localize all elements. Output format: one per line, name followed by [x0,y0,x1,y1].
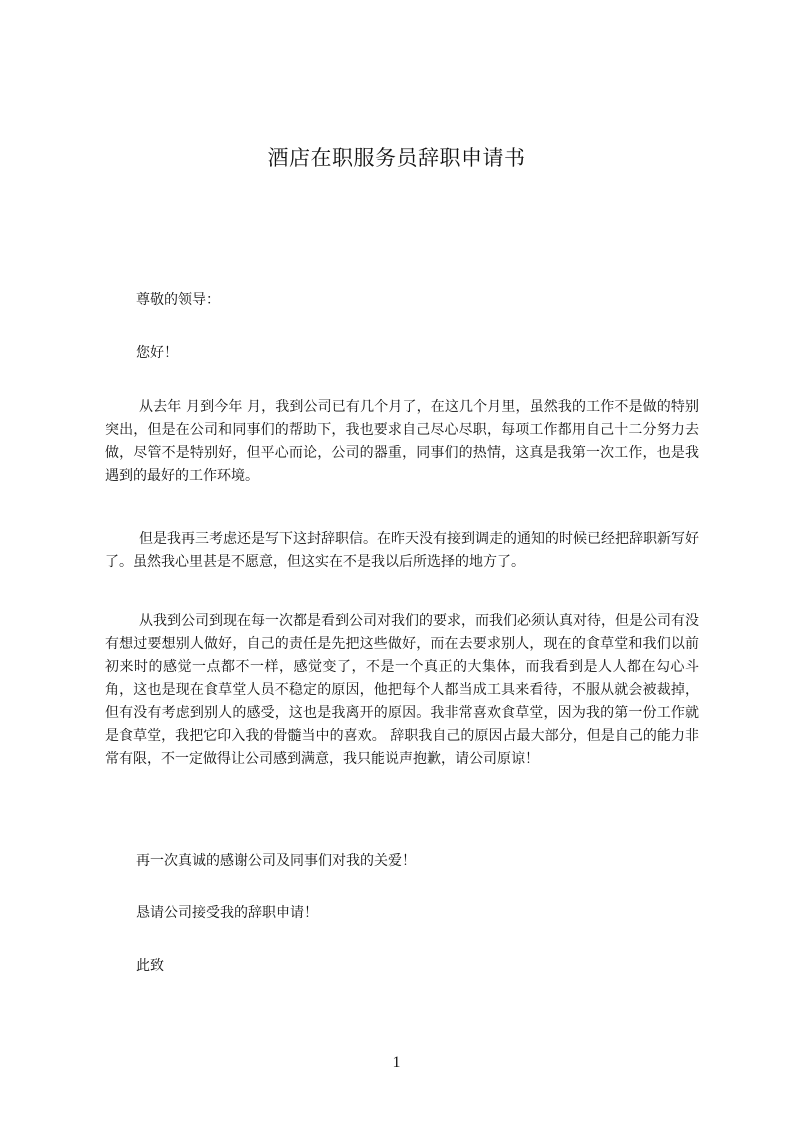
paragraph-1: 从去年 月到今年 月，我到公司已有几个月了，在这几个月里，虽然我的工作不是做的特别突出，但是在公司和同事们的帮助下，我也要求自己尽心尽职，每项工作都用自己十二分努力去做，尽管不是特别好，但平心而论，公司的器重，同事们的热情，这真是我第一次工作，也是我遇到的最好的工作环境。 [105,399,699,484]
thanks-line: 再一次真诚的感谢公司及同事们对我的关爱！ [136,853,416,869]
greeting: 您好！ [136,345,178,361]
paragraph-2: 但是我再三考虑还是写下这封辞职信。在昨天没有接到调走的通知的时候已经把辞职新写好了。虽然我心里甚是不愿意，但这实在不是我以后所选择的地方了。 [105,531,699,570]
closing-line: 此致 [136,958,164,974]
document-title: 酒店在职服务员辞职申请书 [267,146,526,170]
page-number: 1 [392,1054,401,1071]
request-line: 恳请公司接受我的辞职申请！ [136,905,318,921]
salutation: 尊敬的领导： [136,292,220,308]
paragraph-3: 从我到公司到现在每一次都是看到公司对我们的要求，而我们必须认真对待，但是公司有没有想过要想别人做好，自己的责任是先把这些做好，而在去要求别人，现在的食草堂和我们以前初来时的感觉一点都不一样，感觉变了，不是一个真正的大集体，而我看到是人人都在勾心斗角，这也是现在食草堂人员不稳定的原因，他把每个人都当成工具来看待，不服从就会被裁掉，但有没有考虑到别人的感受，这也是我离开的原因。我非常喜欢食草堂，因为我的第一份工作就是食草堂，我把它印入我的骨髓当中的喜欢。 辞职我自己的原因占最大部分，但是自己的能力非常有限，不一定做得让公司感到满意，我只能说声抱歉，请公司原谅！ [105,613,699,767]
